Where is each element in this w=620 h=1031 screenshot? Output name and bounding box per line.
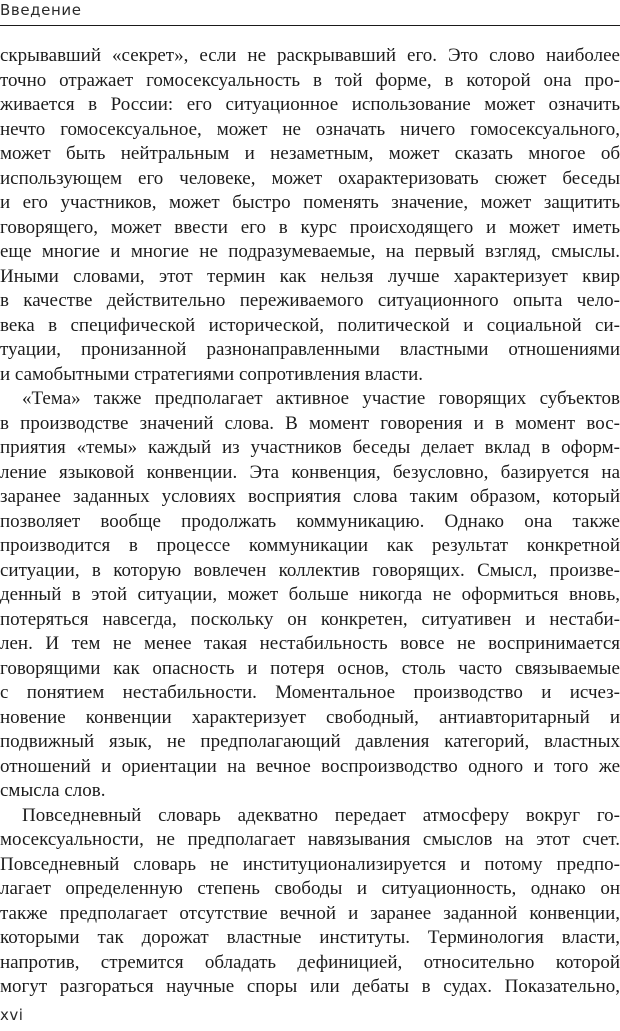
text-line: ление языковой конвенции. Эта конвенция, безусловно, базируется на <box>0 461 620 483</box>
paragraph <box>0 804 620 1000</box>
text-line: мосексуальности, не предполагает навязывания смыслов на этот счет. <box>0 829 620 850</box>
text-line: новение конвенции характеризует свободный, антиавторитарный и <box>0 706 620 728</box>
paragraph <box>0 387 620 804</box>
text-line: скрывавший «секрет», если не раскрывавший его. Это слово наиболее <box>0 45 620 66</box>
text-line: производится в процессе коммуникации как результат конкретной <box>0 535 620 556</box>
text-line: Повседневный словарь адекватно передает атмосферу вокруг го- <box>22 804 620 826</box>
text-line: «Тема» также предполагает активное участие говорящих субъектов <box>22 388 620 409</box>
text-line: позволяет вообще продолжать коммуникацию. Однако она также <box>0 510 620 532</box>
text-line: напротив, стремится обладать дефиницией, относительно которой <box>0 951 620 973</box>
page-number: xvi <box>0 1006 24 1024</box>
text-line: в качестве действительно переживаемого ситуационного опыта чело- <box>0 290 620 311</box>
text-line: Иными словами, этот термин как нельзя лучше характеризует квир <box>0 265 620 287</box>
text-line: с понятием нестабильности. Моментальное производство и исчез- <box>0 682 620 703</box>
text-line: также предполагает отсутствие вечной и заранее заданной конвенции, <box>0 902 620 924</box>
text-line: туации, пронизанной разнонаправленными властными отношениями <box>0 339 620 360</box>
text-line: подвижный язык, не предполагающий давления категорий, властных <box>0 731 620 752</box>
text-line: может быть нейтральным и незаметным, может сказать многое об <box>0 143 620 164</box>
text-line: лагает определенную степень свободы и ситуационность, однако он <box>0 878 620 899</box>
text-line: нечто гомосексуальное, может не означать ничего гомосексуального, <box>0 118 620 140</box>
text-line: века в специфической исторической, политической и социальной си- <box>0 314 620 336</box>
text-line: в производстве значений слова. В момент говорения и в момент вос- <box>0 412 620 434</box>
text-line: и его участников, может быстро поменять значение, может защитить <box>0 192 620 213</box>
text-line: ситуации, в которую вовлечен коллектив говорящих. Смысл, произве- <box>0 559 620 581</box>
body-text <box>0 44 620 1000</box>
text-line: живается в России: его ситуационное использование может означить <box>0 94 620 115</box>
text-line: денный в этой ситуации, может больше никогда не оформиться вновь, <box>0 584 620 605</box>
text-line: говорящими как опасность и потеря основ, столь часто связываемые <box>0 657 620 679</box>
text-line: лен. И тем не менее такая нестабильность вовсе не воспринимается <box>0 633 620 654</box>
text-line: Повседневный словарь не институционализируется и потому предпо- <box>0 853 620 875</box>
text-line: точно отражает гомосексуальность в той форме, в которой она про- <box>0 69 620 91</box>
running-title: Введение <box>0 1 82 19</box>
text-line: могут разгораться научные споры или дебаты в судах. Показательно, <box>0 976 620 997</box>
text-line: приятия «темы» каждый из участников беседы делает вклад в оформ- <box>0 437 620 458</box>
paragraph <box>0 44 620 387</box>
text-line: заранее заданных условиях восприятия слова таким образом, который <box>0 486 620 507</box>
text-line: отношений и ориентации на вечное воспроизводство одного и того же <box>0 755 620 777</box>
text-line: говорящего, может ввести его в курс происходящего и может иметь <box>0 216 620 238</box>
text-line: использующем его человеке, может охарактеризовать сюжет беседы <box>0 167 620 189</box>
text-line: которыми так дорожат властные институты. Терминология власти, <box>0 927 620 948</box>
text-line: и самобытными стратегиями сопротивления власти. <box>0 363 424 385</box>
text-line: потеряться навсегда, поскольку он конкретен, ситуативен и нестаби- <box>0 608 620 630</box>
text-line: еще многие и многие не подразумеваемые, на первый взгляд, смыслы. <box>0 241 620 262</box>
running-header <box>0 0 620 26</box>
text-line: смысла слов. <box>0 780 106 801</box>
